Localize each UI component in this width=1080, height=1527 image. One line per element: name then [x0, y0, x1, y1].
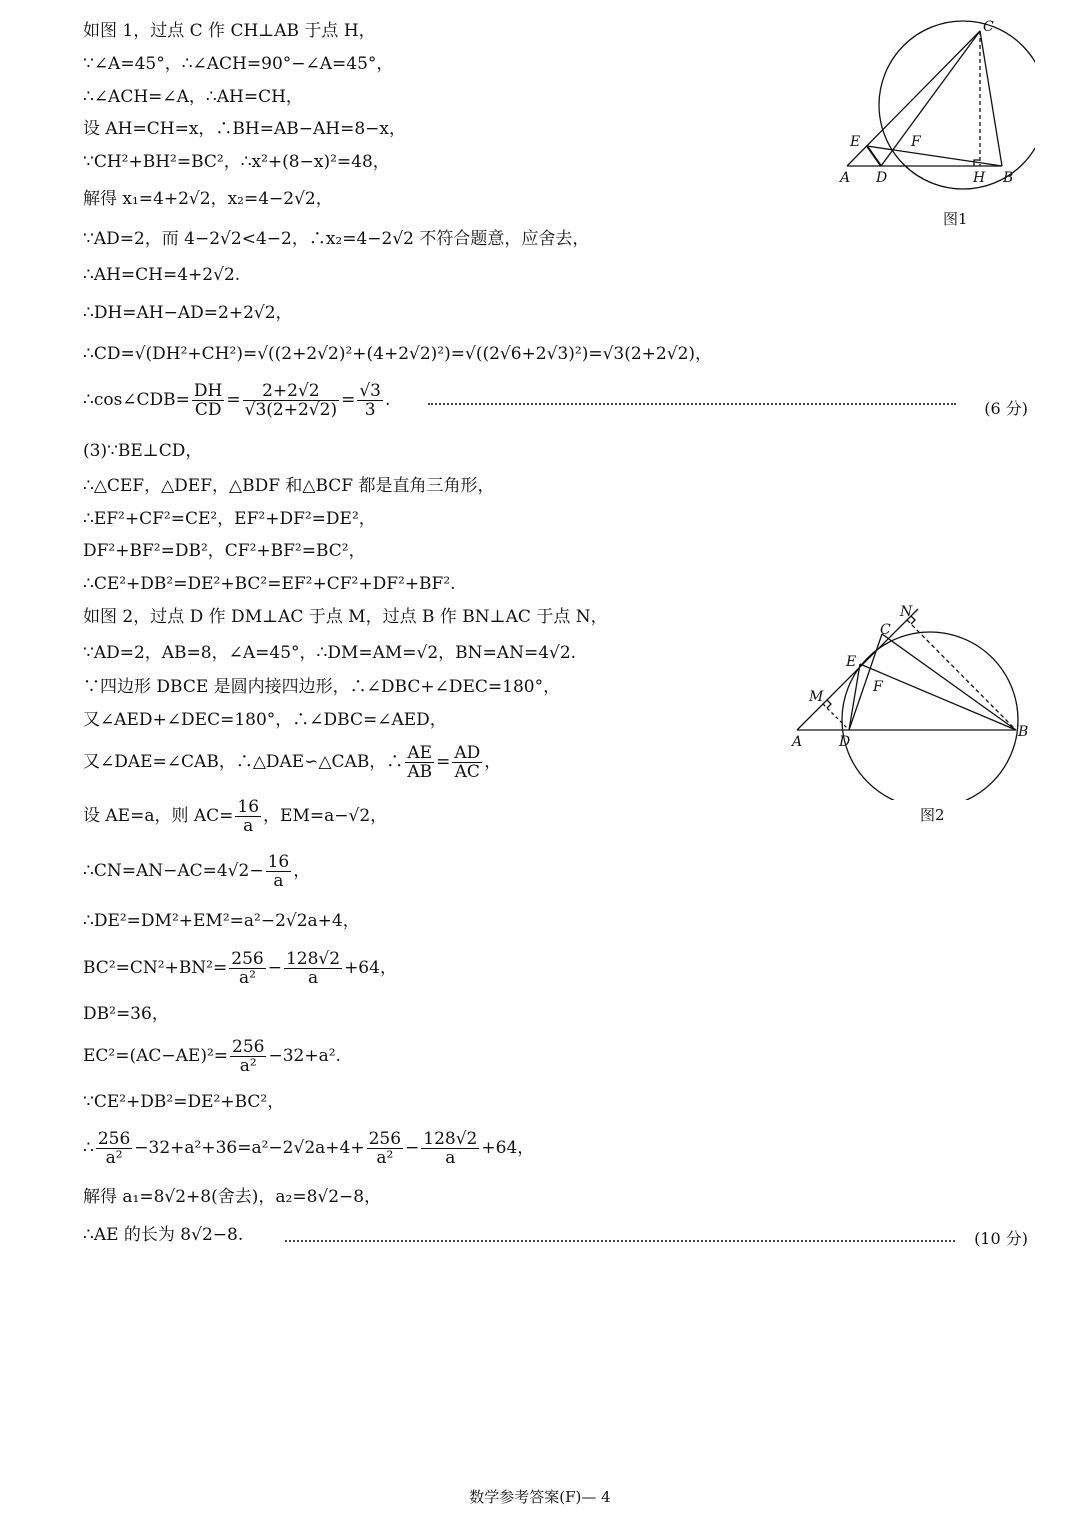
- sim-prefix: 又∠DAE=∠CAB，∴△DAE∽△CAB，∴: [83, 752, 404, 772]
- fraction: [235, 798, 261, 835]
- comma: ，: [293, 861, 311, 881]
- eq-middle: −32+a²+36=a²−2√2a+4+: [134, 1138, 365, 1158]
- label-a: A: [840, 170, 851, 186]
- figure-2: [785, 600, 1045, 800]
- text-line: 又∠AED+∠DEC=180°，∴∠DBC=∠AED，: [83, 710, 447, 730]
- text-line: 解得 a₁=8√2+8(舍去)，a₂=8√2−8，: [83, 1187, 382, 1207]
- equation-line: [83, 1130, 534, 1167]
- fraction-numerator: √3: [359, 381, 381, 401]
- text-line: ∴EF²+CF²=CE²，EF²+DF²=DE²，: [83, 509, 376, 529]
- fraction-denominator: AB: [407, 762, 433, 782]
- label-f: F: [911, 134, 921, 150]
- period: .: [384, 390, 391, 410]
- fraction: [284, 950, 342, 987]
- fraction: [421, 1130, 479, 1167]
- equals: =: [226, 390, 241, 410]
- text-line: ∴DH=AH−AD=2+2√2，: [83, 303, 293, 323]
- text-line: (3)∵BE⊥CD，: [83, 441, 203, 461]
- label-c: C: [983, 19, 994, 35]
- fraction-denominator: a: [243, 816, 254, 836]
- eq-tail: +64，: [481, 1138, 535, 1158]
- page-footer: 数学参考答案(F)— 4: [469, 1488, 611, 1506]
- fraction-denominator: CD: [194, 400, 222, 420]
- text-line: 解得 x₁=4+2√2，x₂=4−2√2，: [83, 189, 333, 209]
- dotted-leader: [428, 403, 956, 405]
- figure-1: [835, 15, 1035, 190]
- dotted-leader: [285, 1240, 955, 1242]
- text-line: ∵CH²+BH²=BC²，∴x²+(8−x)²=48，: [83, 152, 390, 172]
- fraction-denominator: a²: [105, 1148, 123, 1168]
- set-line: [83, 798, 387, 835]
- label-b: B: [1018, 724, 1029, 740]
- fraction-numerator: 128√2: [285, 949, 341, 969]
- text-line: ∴DE²=DM²+EM²=a²−2√2a+4，: [83, 911, 360, 931]
- fraction-denominator: AC: [454, 762, 480, 782]
- label-h: H: [973, 170, 986, 186]
- score-label: (10 分): [974, 1229, 1028, 1248]
- cos-line: [83, 382, 390, 419]
- fraction-denominator: a²: [376, 1148, 394, 1168]
- fraction: [452, 744, 482, 781]
- set-tail: ，EM=a−√2，: [263, 806, 388, 826]
- fraction-numerator: 256: [97, 1129, 131, 1149]
- fraction-numerator: 256: [368, 1129, 402, 1149]
- label-e: E: [846, 654, 857, 670]
- text-line: 如图 2，过点 D 作 DM⊥AC 于点 M，过点 B 作 BN⊥AC 于点 N，: [83, 607, 608, 627]
- cos-prefix: ∴cos∠CDB=: [83, 390, 190, 410]
- label-d: D: [839, 734, 851, 750]
- text-line: ∴CE²+DB²=DE²+BC²=EF²+CF²+DF²+BF².: [83, 574, 456, 594]
- minus: −: [405, 1138, 420, 1158]
- fraction: [243, 382, 339, 419]
- ec-prefix: EC²=(AC−AE)²=: [83, 1046, 229, 1066]
- text-line: DF²+BF²=DB²，CF²+BF²=BC²，: [83, 541, 366, 561]
- fraction: [357, 382, 383, 419]
- fraction-denominator: a²: [239, 968, 256, 988]
- fraction-numerator: 16: [267, 852, 290, 872]
- fraction: [230, 1038, 266, 1075]
- fraction: [367, 1130, 403, 1167]
- fraction-numerator: 2+2√2: [243, 382, 339, 401]
- fraction-denominator: √3(2+2√2): [244, 400, 338, 420]
- text-line: ∴CD=√(DH²+CH²)=√((2+2√2)²+(4+2√2)²)=√((2√6+2√3)²)=√3(2+2√2)，: [83, 344, 713, 364]
- text-line: ∴△CEF，△DEF，△BDF 和△BCF 都是直角三角形，: [83, 476, 495, 496]
- fraction: [192, 382, 224, 419]
- equals: =: [436, 752, 451, 772]
- label-a: A: [792, 734, 803, 750]
- similarity-line: [83, 744, 501, 781]
- text-line: 设 AH=CH=x，∴BH=AB−AH=8−x，: [83, 119, 406, 139]
- fraction-numerator: 16: [237, 797, 260, 817]
- segment-ed: [867, 146, 881, 166]
- label-m: M: [809, 689, 824, 705]
- fraction-numerator: AE: [405, 744, 434, 763]
- segment-cb: [980, 31, 1002, 166]
- bc-tail: +64，: [344, 958, 397, 978]
- segment-an: [797, 609, 918, 730]
- text-line: ∵AD=2，AB=8，∠A=45°，∴DM=AM=√2，BN=AN=4√2.: [83, 643, 577, 663]
- text-line: ∵AD=2，而 4−2√2<4−2，∴x₂=4−2√2 不符合题意，应舍去，: [83, 229, 590, 249]
- label-f: F: [873, 679, 883, 695]
- segment-dc: [881, 31, 980, 166]
- figure-caption: 图1: [943, 210, 968, 228]
- fraction: [266, 853, 292, 890]
- cn-prefix: ∴CN=AN−AC=4√2−: [83, 861, 264, 881]
- equals: =: [341, 390, 356, 410]
- bc-prefix: BC²=CN²+BN²=: [83, 958, 228, 978]
- cn-line: [83, 853, 310, 890]
- ec-tail: −32+a².: [268, 1046, 341, 1066]
- label-b: B: [1003, 170, 1014, 186]
- text-line: ∴∠ACH=∠A，∴AH=CH，: [83, 87, 303, 107]
- text-line: ∴AE 的长为 8√2−8.: [83, 1225, 244, 1245]
- fraction-denominator: 3: [364, 400, 376, 420]
- fraction-numerator: 256: [232, 1037, 265, 1057]
- text-line: DB²=36，: [83, 1004, 169, 1024]
- fraction: [405, 744, 434, 781]
- fraction-denominator: a: [445, 1148, 456, 1168]
- fraction-denominator: a²: [239, 1056, 257, 1076]
- score-label: (6 分): [984, 399, 1028, 418]
- circle: [842, 632, 1018, 800]
- text-line: ∵∠A=45°，∴∠ACH=90°−∠A=45°，: [83, 54, 394, 74]
- comma: ，: [484, 752, 502, 772]
- text-line: 如图 1，过点 C 作 CH⊥AB 于点 H，: [83, 21, 376, 41]
- fraction: [96, 1130, 132, 1167]
- set-prefix: 设 AE=a，则 AC=: [83, 806, 234, 826]
- label-e: E: [850, 134, 861, 150]
- text-line: ∴AH=CH=4+2√2.: [83, 265, 241, 285]
- fraction-denominator: a: [273, 871, 284, 891]
- circle: [879, 21, 1035, 189]
- segment-bn: [907, 620, 1016, 730]
- figure-caption: 图2: [920, 806, 945, 824]
- therefore: ∴: [83, 1138, 94, 1158]
- fraction-numerator: DH: [193, 381, 223, 401]
- label-c: C: [880, 622, 891, 638]
- fraction-numerator: 256: [231, 949, 264, 969]
- minus: −: [267, 958, 282, 978]
- label-n: N: [900, 604, 913, 620]
- text-line: ∵CE²+DB²=DE²+BC²，: [83, 1092, 285, 1112]
- fraction-denominator: a: [307, 968, 319, 988]
- fraction-numerator: AD: [454, 743, 481, 763]
- fraction: [229, 950, 265, 987]
- text-line: ∵四边形 DBCE 是圆内接四边形，∴∠DBC+∠DEC=180°，: [83, 677, 561, 697]
- right-angle-mark: [827, 700, 831, 708]
- bc-line: [83, 950, 397, 987]
- segment-eb: [867, 146, 1002, 166]
- label-d: D: [876, 170, 888, 186]
- ec-line: [83, 1038, 341, 1075]
- fraction-numerator: 128√2: [423, 1129, 478, 1149]
